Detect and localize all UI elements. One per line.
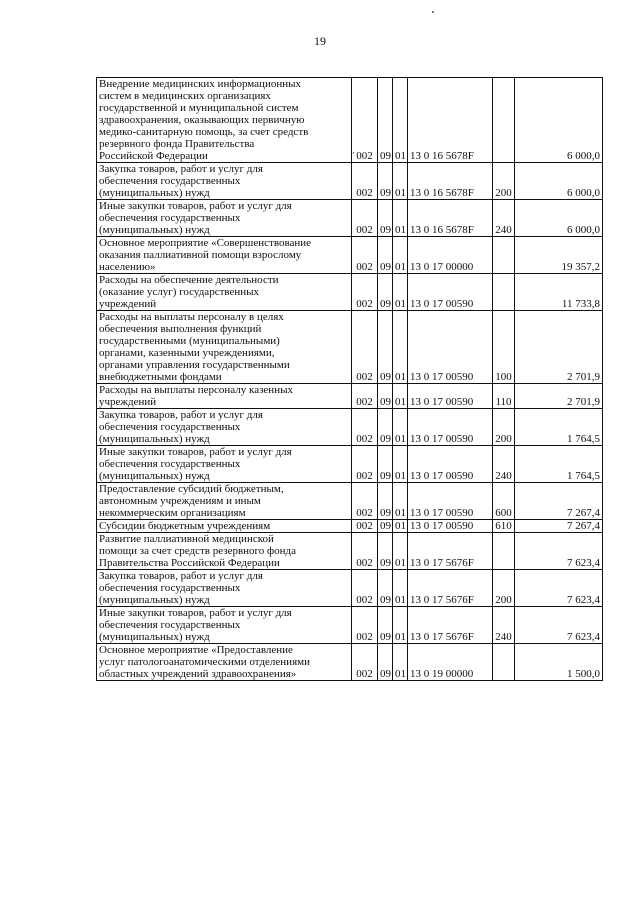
row-name-text: Основное мероприятие «Предоставление услуг патологоанатомическими отделениями областных учреждений здравоохранения»	[99, 644, 310, 680]
subsection-code: 01	[393, 384, 408, 409]
row-name	[97, 384, 352, 409]
row-name	[97, 483, 352, 520]
section-code: 09	[378, 163, 393, 200]
expense-type-code	[493, 644, 515, 681]
ministry-code: 002	[352, 483, 378, 520]
subsection-code: 01	[393, 446, 408, 483]
table-row	[97, 520, 603, 533]
budget-table	[96, 77, 603, 681]
section-code: 09	[378, 446, 393, 483]
target-article-code: 13 0 16 5678F	[408, 200, 493, 237]
subsection-code: 01	[393, 483, 408, 520]
expense-type-code	[493, 237, 515, 274]
row-name	[97, 78, 352, 163]
amount: 19 357,2	[515, 237, 603, 274]
subsection-code: 01	[393, 520, 408, 533]
amount: 6 000,0	[515, 78, 603, 163]
ministry-code: 002	[352, 237, 378, 274]
ministry-code: 002	[352, 163, 378, 200]
row-name-text: Расходы на обеспечение деятельности (оказание услуг) государственных учреждений	[99, 274, 279, 310]
row-name	[97, 533, 352, 570]
subsection-code: 01	[393, 78, 408, 163]
row-name	[97, 200, 352, 237]
target-article-code: 13 0 17 00590	[408, 520, 493, 533]
subsection-code: 01	[393, 409, 408, 446]
table-row	[97, 446, 603, 483]
section-code: 09	[378, 78, 393, 163]
row-name	[97, 409, 352, 446]
row-name	[97, 644, 352, 681]
section-code: 09	[378, 570, 393, 607]
row-name	[97, 311, 352, 384]
ministry-code: 002	[352, 446, 378, 483]
section-code: 09	[378, 237, 393, 274]
row-name-text: Предоставление субсидий бюджетным, автономным учреждениям и иным некоммерческим организациям	[99, 483, 284, 519]
target-article-code: 13 0 17 5676F	[408, 533, 493, 570]
row-name-text: Закупка товаров, работ и услуг для обеспечения государственных (муниципальных) нужд	[99, 409, 263, 445]
subsection-code: 01	[393, 311, 408, 384]
table-row	[97, 384, 603, 409]
expense-type-code: 600	[493, 483, 515, 520]
expense-type-code	[493, 274, 515, 311]
row-name	[97, 446, 352, 483]
row-name	[97, 274, 352, 311]
amount: 1 500,0	[515, 644, 603, 681]
ministry-code: 002	[352, 533, 378, 570]
expense-type-code: 200	[493, 570, 515, 607]
row-name	[97, 237, 352, 274]
subsection-code: 01	[393, 607, 408, 644]
row-name	[97, 163, 352, 200]
amount: 1 764,5	[515, 446, 603, 483]
row-name-text: Иные закупки товаров, работ и услуг для обеспечения государственных (муниципальных) нужд	[99, 446, 292, 482]
table-row	[97, 311, 603, 384]
row-name	[97, 570, 352, 607]
subsection-code: 01	[393, 200, 408, 237]
target-article-code: 13 0 17 00590	[408, 446, 493, 483]
row-name-text: Закупка товаров, работ и услуг для обеспечения государственных (муниципальных) нужд	[99, 570, 263, 606]
row-name-text: Основное мероприятие «Совершенствование оказания паллиативной помощи взрослому населению»	[99, 237, 312, 273]
table-row	[97, 78, 603, 163]
amount: 1 764,5	[515, 409, 603, 446]
section-code: 09	[378, 644, 393, 681]
target-article-code: 13 0 17 5676F	[408, 570, 493, 607]
expense-type-code: 200	[493, 163, 515, 200]
expense-type-code: 110	[493, 384, 515, 409]
table-row	[97, 200, 603, 237]
section-code: 09	[378, 311, 393, 384]
subsection-code: 01	[393, 237, 408, 274]
page-number: 19	[314, 34, 326, 48]
subsection-code: 01	[393, 533, 408, 570]
table-row	[97, 483, 603, 520]
subsection-code: 01	[393, 570, 408, 607]
amount: 6 000,0	[515, 200, 603, 237]
ministry-code: 002	[352, 78, 378, 163]
ministry-code: 002	[352, 200, 378, 237]
expense-type-code: 610	[493, 520, 515, 533]
budget-table-body	[97, 78, 603, 681]
subsection-code: 01	[393, 274, 408, 311]
amount: 7 623,4	[515, 570, 603, 607]
amount: 7 267,4	[515, 520, 603, 533]
ministry-code: 002	[352, 520, 378, 533]
ministry-code: 002	[352, 384, 378, 409]
target-article-code: 13 0 16 5678F	[408, 78, 493, 163]
amount: 7 267,4	[515, 483, 603, 520]
amount: 6 000,0	[515, 163, 603, 200]
ministry-code: 002	[352, 409, 378, 446]
row-name-text: Расходы на выплаты персоналу в целях обеспечения выполнения функций государственными (муниципальными) органами, казенными учреждениями, органами управления государственными внебюджетными фондами	[99, 311, 290, 383]
expense-type-code	[493, 78, 515, 163]
amount: 2 701,9	[515, 384, 603, 409]
table-row	[97, 237, 603, 274]
target-article-code: 13 0 17 00590	[408, 483, 493, 520]
row-name-text: Иные закупки товаров, работ и услуг для обеспечения государственных (муниципальных) нужд	[99, 200, 292, 236]
section-code: 09	[378, 274, 393, 311]
expense-type-code: 240	[493, 446, 515, 483]
row-name	[97, 520, 352, 533]
scan-speck	[432, 11, 434, 13]
target-article-code: 13 0 19 00000	[408, 644, 493, 681]
amount: 11 733,8	[515, 274, 603, 311]
subsection-code: 01	[393, 163, 408, 200]
section-code: 09	[378, 200, 393, 237]
row-name	[97, 607, 352, 644]
ministry-code: 002	[352, 274, 378, 311]
section-code: 09	[378, 409, 393, 446]
target-article-code: 13 0 16 5678F	[408, 163, 493, 200]
section-code: 09	[378, 483, 393, 520]
row-name-text: Закупка товаров, работ и услуг для обеспечения государственных (муниципальных) нужд	[99, 163, 263, 199]
table-row	[97, 570, 603, 607]
amount: 7 623,4	[515, 533, 603, 570]
target-article-code: 13 0 17 5676F	[408, 607, 493, 644]
expense-type-code	[493, 533, 515, 570]
ministry-code: 002	[352, 311, 378, 384]
section-code: 09	[378, 533, 393, 570]
section-code: 09	[378, 520, 393, 533]
row-name-text: Иные закупки товаров, работ и услуг для обеспечения государственных (муниципальных) нужд	[99, 607, 292, 643]
expense-type-code: 240	[493, 200, 515, 237]
target-article-code: 13 0 17 00590	[408, 384, 493, 409]
target-article-code: 13 0 17 00590	[408, 311, 493, 384]
row-name-text: Развитие паллиативной медицинской помощи за счет средств резервного фонда Правительства Российской Федерации	[99, 533, 297, 569]
expense-type-code: 200	[493, 409, 515, 446]
target-article-code: 13 0 17 00590	[408, 409, 493, 446]
target-article-code: 13 0 17 00000	[408, 237, 493, 274]
table-row	[97, 409, 603, 446]
row-name-text: Субсидии бюджетным учреждениям	[99, 520, 271, 532]
expense-type-code: 240	[493, 607, 515, 644]
ministry-code: 002	[352, 607, 378, 644]
amount: 7 623,4	[515, 607, 603, 644]
row-name-text: Расходы на выплаты персоналу казенных учреждений	[99, 384, 293, 408]
expense-type-code: 100	[493, 311, 515, 384]
subsection-code: 01	[393, 644, 408, 681]
row-name-text: Внедрение медицинских информационных систем в медицинских организациях государственной и муниципальной систем здравоохранения, оказывающих первичную медико-санитарную помощь, за счет средств резервного фонда Правительства Российской Федерации	[99, 78, 309, 162]
table-row	[97, 163, 603, 200]
table-row	[97, 274, 603, 311]
ministry-code: 002	[352, 570, 378, 607]
amount: 2 701,9	[515, 311, 603, 384]
table-row	[97, 607, 603, 644]
section-code: 09	[378, 607, 393, 644]
ministry-code: 002	[352, 644, 378, 681]
table-row	[97, 533, 603, 570]
target-article-code: 13 0 17 00590	[408, 274, 493, 311]
section-code: 09	[378, 384, 393, 409]
table-row	[97, 644, 603, 681]
